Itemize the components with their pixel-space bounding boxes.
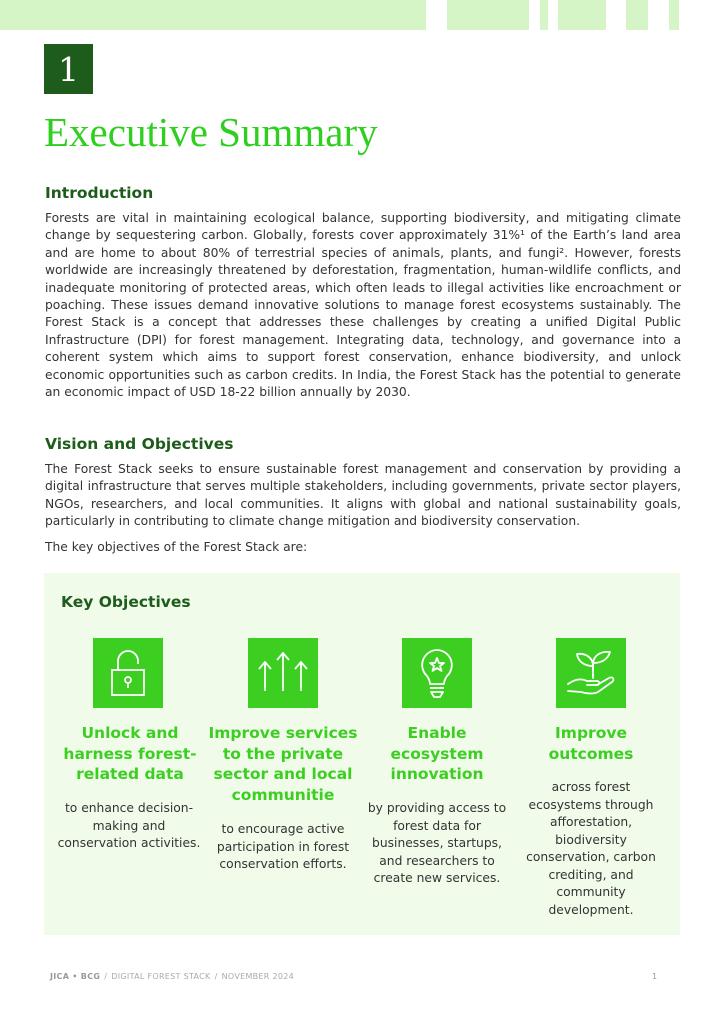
objective-description: to encourage active participation in forest conservation efforts.	[216, 822, 350, 871]
top-bar-segment	[626, 0, 648, 30]
introduction-heading: Introduction	[45, 184, 154, 202]
unlock-icon	[93, 638, 163, 708]
objective-title: Enable ecosystem innovation	[390, 724, 484, 783]
footer-separator: /	[104, 972, 108, 981]
top-bar-segment	[669, 0, 679, 30]
chapter-number-badge: 1	[44, 44, 93, 94]
vision-heading: Vision and Objectives	[45, 435, 234, 453]
objective-title: Unlock and harness forest-related data	[63, 724, 197, 783]
key-objectives-title: Key Objectives	[61, 593, 191, 611]
lightbulb-star-icon	[402, 638, 472, 708]
top-decorative-bar	[0, 0, 724, 30]
page-number: 1	[652, 972, 658, 981]
vision-paragraph: The Forest Stack seeks to ensure sustainable forest management and conservation by providing a digital infrastructure that serves multiple stakeholders, including governments, private sector players, NGOs, researchers, and local communities. It aligns with global and national sustainability goals, particularly in contributing to climate change mitigation and biodiversity conservation.	[45, 462, 681, 529]
page-title: Executive Summary	[44, 109, 378, 155]
footer-separator: /	[214, 972, 218, 981]
top-bar-segment	[540, 0, 548, 30]
top-bar-segment	[0, 0, 426, 30]
footer-brand: JICA • BCG	[50, 972, 101, 981]
top-bar-segment	[447, 0, 529, 30]
footer-publication: DIGITAL FOREST STACK	[111, 972, 211, 981]
top-bar-segment	[558, 0, 606, 30]
objective-description: by providing access to forest data for businesses, startups, and researchers to create new services.	[367, 801, 507, 885]
upward-arrows-icon	[248, 638, 318, 708]
objective-description: to enhance decision-making and conservation activities.	[57, 801, 201, 850]
objective-title: Improve outcomes	[548, 724, 634, 763]
objective-description: across forest ecosystems through afforestation, biodiversity conservation, carbon crediting, and community development.	[526, 780, 656, 917]
footer-credits	[50, 972, 294, 981]
introduction-paragraph: Forests are vital in maintaining ecological balance, supporting biodiversity, and mitigating climate change by sequestering carbon. Globally, forests cover approximately 31%¹ of the Earth’s land area and are home to about 80% of terrestrial species of animals, plants, and fungi². However, forests worldwide are increasingly threatened by deforestation, fragmentation, human-wildlife conflicts, and inadequate monitoring of protected areas, which often leads to illegal activities like encroachment or poaching. These issues demand innovative solutions to manage forest ecosystems sustainably. The Forest Stack is a concept that addresses these challenges by creating a unified Digital Public Infrastructure (DPI) for forest management. Integrating data, technology, and governance into a coherent system which aims to support forest conservation, enhance biodiversity, and unlock economic opportunities such as carbon credits. In India, the Forest Stack has the potential to generate an economic impact of USD 18-22 billion annually by 2030.	[45, 211, 681, 400]
objectives-lead-in: The key objectives of the Forest Stack are:	[45, 540, 308, 554]
footer-date: NOVEMBER 2024	[221, 972, 295, 981]
key-objectives-panel	[44, 573, 680, 935]
hand-sprout-icon	[556, 638, 626, 708]
objective-title: Improve services to the private sector and local communitie	[208, 724, 358, 804]
